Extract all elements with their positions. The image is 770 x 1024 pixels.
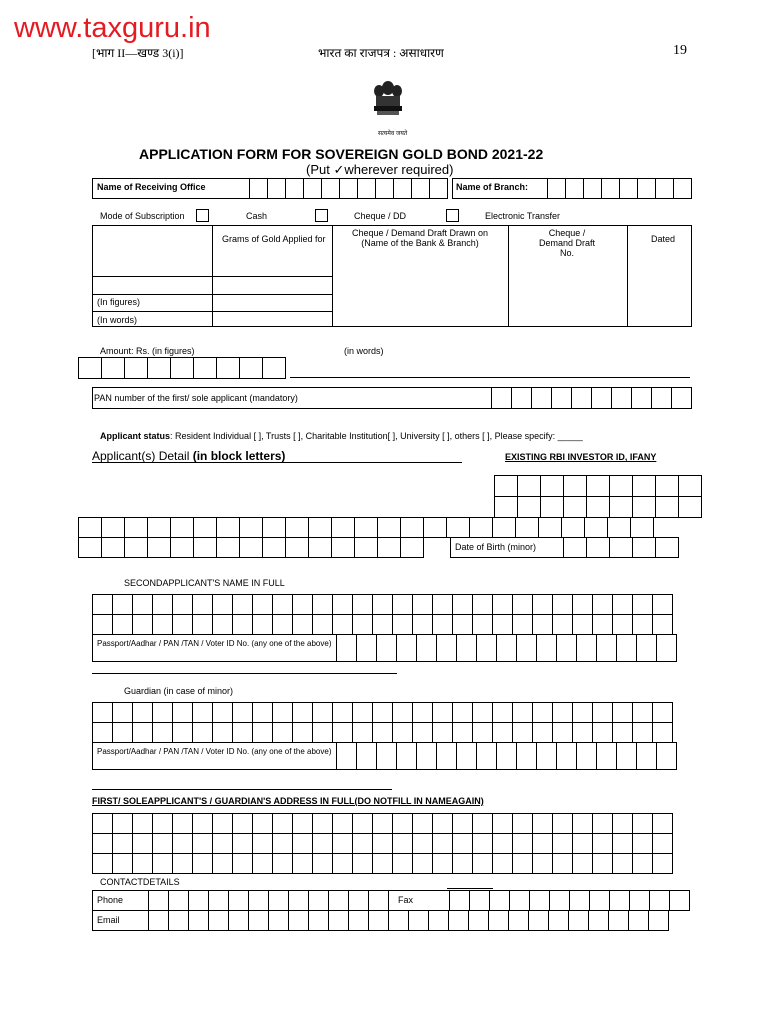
phone-boxes[interactable] <box>148 890 389 911</box>
rbi-id-boxes-row1[interactable] <box>494 475 702 497</box>
gazette-title: भारत का राजपत्र : असाधारण <box>318 46 444 60</box>
dob-label: Date of Birth (minor) <box>455 542 537 552</box>
rbi-id-boxes-row2[interactable] <box>494 496 702 518</box>
phone-label: Phone <box>97 895 124 905</box>
guardian-id-label: Passport/Aadhar / PAN /TAN / Voter ID No. (any one of the above) <box>97 747 332 756</box>
amount-words-label: (in words) <box>344 346 384 356</box>
amount-boxes[interactable] <box>78 357 286 379</box>
gazette-part: [भाग II—खण्ड 3(i)] <box>92 46 184 60</box>
rbi-investor-id-label: EXISTING RBI INVESTOR ID, IFANY <box>505 452 657 462</box>
amount-words-line[interactable] <box>290 377 690 378</box>
contact-label: CONTACTDETAILS <box>100 877 180 887</box>
pan-label: PAN number of the first/ sole applicant (mandatory) <box>94 393 298 403</box>
receiving-office-boxes[interactable] <box>249 178 448 199</box>
guardian-row2[interactable] <box>92 722 673 743</box>
dd-no-label: Cheque / Demand Draft No. <box>538 228 596 258</box>
form-title: APPLICATION FORM FOR SOVEREIGN GOLD BOND 2021-22 <box>139 146 544 162</box>
second-applicant-label: SECONDAPPLICANT'S NAME IN FULL <box>124 578 285 588</box>
address-row2[interactable] <box>92 833 673 854</box>
guardian-label: Guardian (in case of minor) <box>124 686 234 696</box>
address-label: FIRST/ SOLEAPPLICANT'S / GUARDIAN'S ADDRESS IN FULL(DO NOTFILL IN NAMEAGAIN) <box>92 796 484 806</box>
second-applicant-row1[interactable] <box>92 594 673 615</box>
cheque-checkbox[interactable] <box>446 209 459 222</box>
branch-boxes[interactable] <box>547 178 692 199</box>
address-row1[interactable] <box>92 813 673 834</box>
pan-boxes[interactable] <box>491 387 692 409</box>
second-applicant-id-boxes[interactable] <box>336 634 677 662</box>
cheque-label: Cheque / DD <box>354 211 407 221</box>
grams-label: Grams of Gold Applied for <box>222 234 326 244</box>
dated-label: Dated <box>651 234 676 244</box>
second-applicant-row2[interactable] <box>92 614 673 635</box>
cash-checkbox[interactable] <box>315 209 328 222</box>
mode-label: Mode of Subscription <box>100 211 185 221</box>
drawn-on-label: Cheque / Demand Draft Drawn on (Name of the Bank & Branch) <box>351 228 489 248</box>
fax-label: Fax <box>398 895 414 905</box>
mode-checkbox[interactable] <box>196 209 209 222</box>
fax-boxes[interactable] <box>449 890 690 911</box>
emblem-caption: सत्यमेव जयते <box>378 131 408 137</box>
address-row3[interactable] <box>92 853 673 874</box>
amount-figures-label: Amount: Rs. (in figures) <box>100 346 195 356</box>
guardian-row1[interactable] <box>92 702 673 723</box>
dob-boxes[interactable] <box>563 537 679 558</box>
applicant-detail-heading: Applicant(s) Detail (in block letters) <box>92 449 286 463</box>
email-boxes[interactable] <box>148 910 669 931</box>
guardian-id-boxes[interactable] <box>336 742 677 770</box>
second-applicant-id-label: Passport/Aadhar / PAN /TAN / Voter ID No. (any one of the above) <box>97 639 332 648</box>
branch-label: Name of Branch: <box>456 182 529 192</box>
in-words-label: (In words) <box>97 315 138 325</box>
email-label: Email <box>97 915 120 925</box>
in-figures-label: (In figures) <box>97 297 141 307</box>
electronic-label: Electronic Transfer <box>485 211 561 221</box>
national-emblem-icon <box>370 78 406 128</box>
applicant-name-row2[interactable] <box>78 537 424 558</box>
applicant-status-options: : Resident Individual [ ], Trusts [ ], Charitable Institution[ ], University [ ], others [ ], Please specify: _____ <box>170 431 583 441</box>
page-number: 19 <box>673 43 687 58</box>
form-subtitle: (Put ✓wherever required) <box>306 162 454 177</box>
receiving-office-label: Name of Receiving Office <box>97 182 206 192</box>
cash-label: Cash <box>246 211 268 221</box>
applicant-status <box>100 431 583 441</box>
watermark: www.taxguru.in <box>14 12 211 44</box>
applicant-name-row1[interactable] <box>78 517 654 538</box>
applicant-status-label: Applicant status <box>100 431 171 441</box>
